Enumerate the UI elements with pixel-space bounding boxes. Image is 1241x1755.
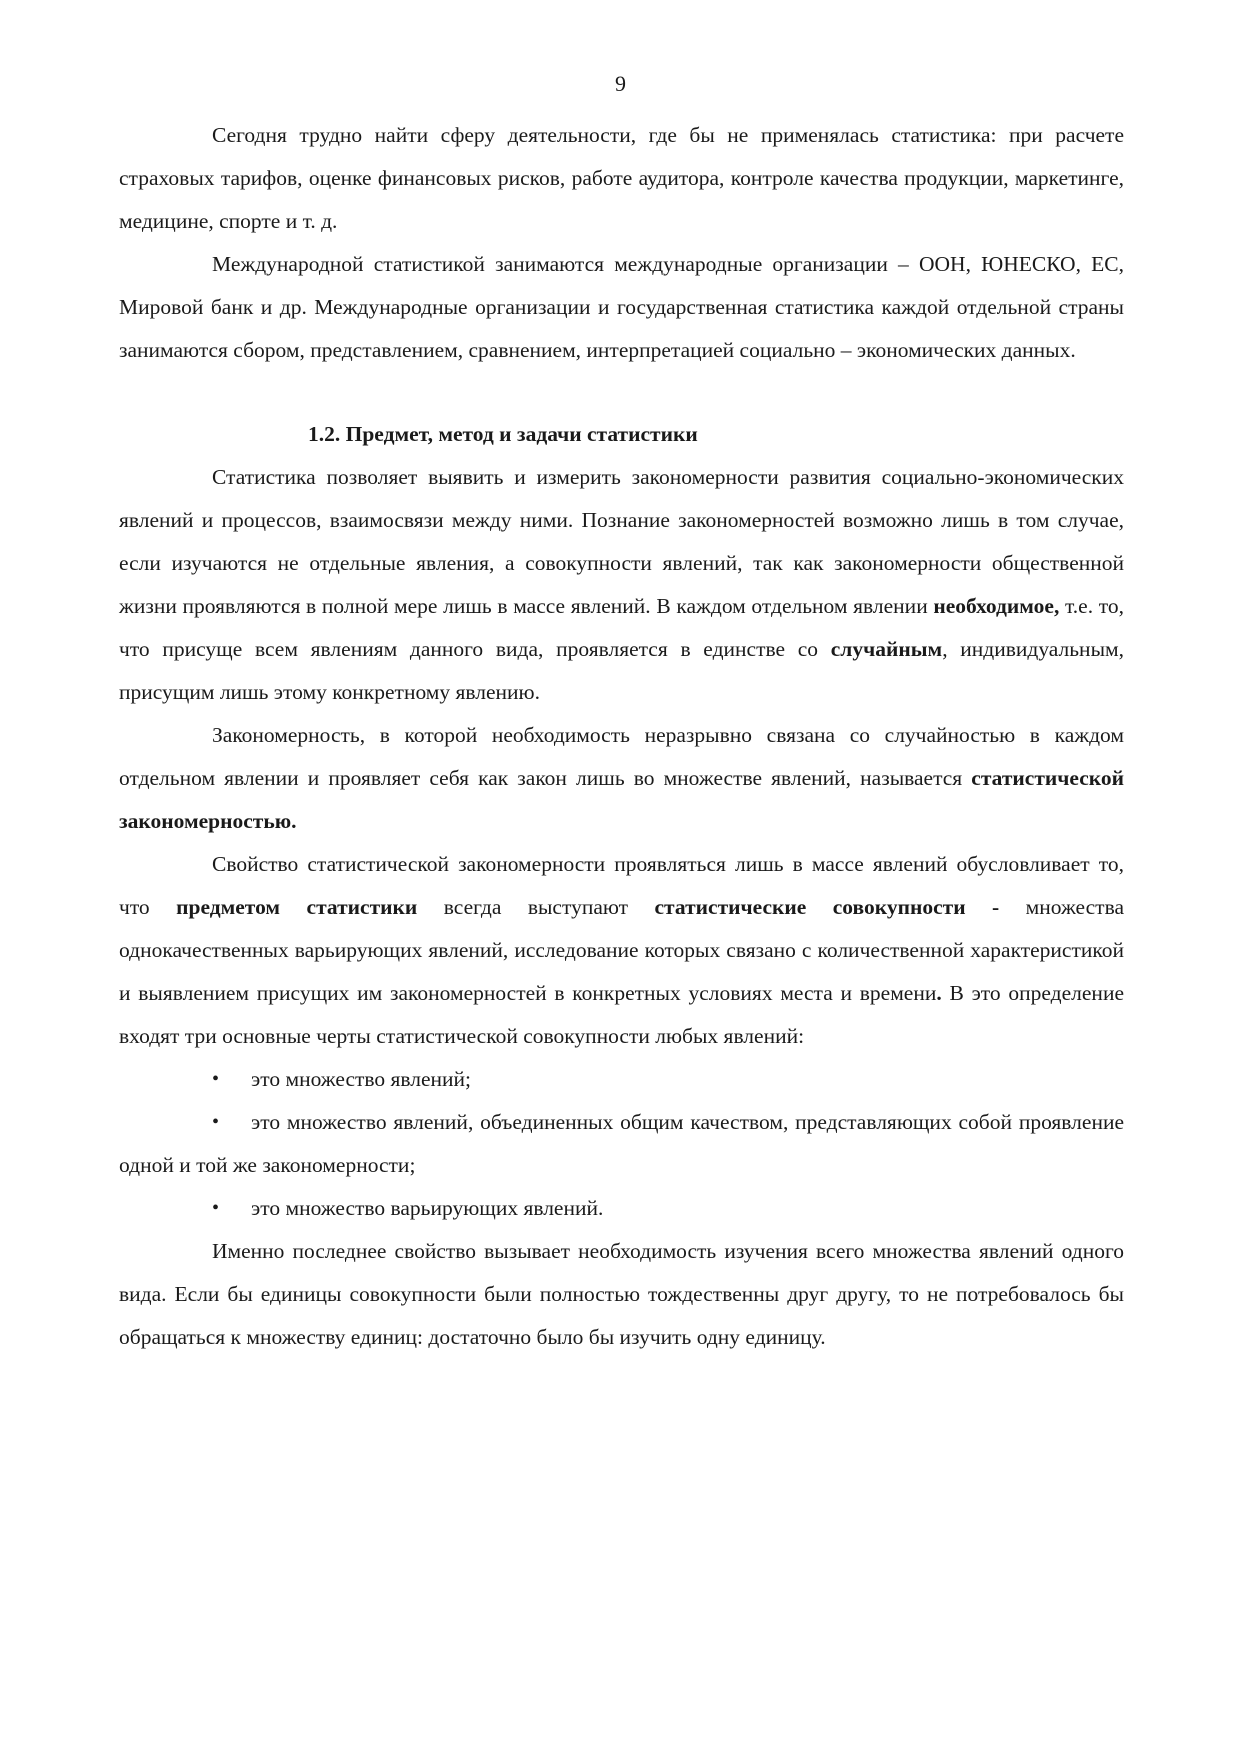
bold-term-necessary: необходимое,	[933, 594, 1060, 618]
bullet-icon: •	[212, 1197, 220, 1219]
section-heading: 1.2. Предмет, метод и задачи статистики	[308, 422, 698, 446]
page-number: 9	[615, 71, 626, 96]
text-run: Статистика позволяет выявить и измерить закономерности развития социально-экономических явлений и процессов, взаимосвязи между ними. Познание закономерностей возможно лишь в том случае, если изучаются не отдельные явления, а совокупности явлений, так как закономерности общественной жизни проявляются в полной мере лишь в массе явлений. В каждом отдельном явлении	[119, 465, 1124, 618]
bold-term-random: случайным	[830, 637, 943, 661]
paragraph-statistical-regularity	[119, 714, 1124, 843]
list-item-text: это множество явлений;	[251, 1067, 472, 1091]
paragraph-subject-of-statistics	[119, 843, 1124, 1058]
section-spacer	[119, 372, 1124, 413]
bullet-icon: •	[212, 1068, 220, 1090]
text-run: множества однокачественных варьирующих явлений, исследование которых связано с количественной характеристикой и выявлением присущих им закономерностей в конкретных условиях места и времени	[119, 895, 1124, 1005]
text-run: т.е. то, что присуще всем явлениям данного вида, проявляется в единстве со	[119, 594, 1124, 661]
paragraph-intro: Сегодня трудно найти сферу деятельности, где бы не применялась статистика: при расчете страховых тарифов, оценке финансовых рисков, работе аудитора, контроле качества продукции, маркетинге, медицине, спорте и т. д.	[119, 123, 1124, 233]
list-item	[119, 1058, 1124, 1101]
list-item-text: это множество варьирующих явлений.	[251, 1196, 604, 1220]
bold-term-populations: статистические совокупности -	[654, 895, 1000, 919]
page-content	[119, 114, 1124, 1359]
text-run: Свойство статистической закономерности проявляться лишь в массе явлений обусловливает то, что	[119, 852, 1124, 919]
text-run: , индивидуальным, присущим лишь этому конкретному явлению.	[119, 637, 1124, 704]
list-item	[119, 1101, 1124, 1187]
bold-period: .	[936, 981, 942, 1005]
bold-term-subject: предметом статистики	[176, 895, 418, 919]
paragraph-international: Международной статистикой занимаются международные организации – ООН, ЮНЕСКО, ЕС, Мировой банк и др. Международные организации и государственная статистика каждой отдельной страны занимаются сбором, представлением, сравнением, интерпретацией социально – экономических данных.	[119, 252, 1124, 362]
bold-term-statistical-regularity: статистической закономерностью.	[119, 766, 1124, 833]
paragraph-statistics-regularities	[119, 456, 1124, 714]
bullet-icon: •	[212, 1111, 220, 1133]
list-item	[119, 1187, 1124, 1230]
text-run: всегда выступают	[417, 895, 655, 919]
paragraph-variation: Именно последнее свойство вызывает необходимость изучения всего множества явлений одного вида. Если бы единицы совокупности были полностью тождественны друг другу, то не потребовалось бы обращаться к множеству единиц: достаточно было бы изучить одну единицу.	[119, 1239, 1124, 1349]
text-run: В это определение входят три основные черты статистической совокупности любых явлений:	[119, 981, 1124, 1048]
text-run: Закономерность, в которой необходимость неразрывно связана со случайностью в каждом отдельном явлении и проявляет себя как закон лишь во множестве явлений, называется	[119, 723, 1124, 790]
features-list	[119, 1058, 1124, 1230]
list-item-text: это множество явлений, объединенных общим качеством, представляющих собой проявление одной и той же закономерности;	[119, 1110, 1124, 1177]
